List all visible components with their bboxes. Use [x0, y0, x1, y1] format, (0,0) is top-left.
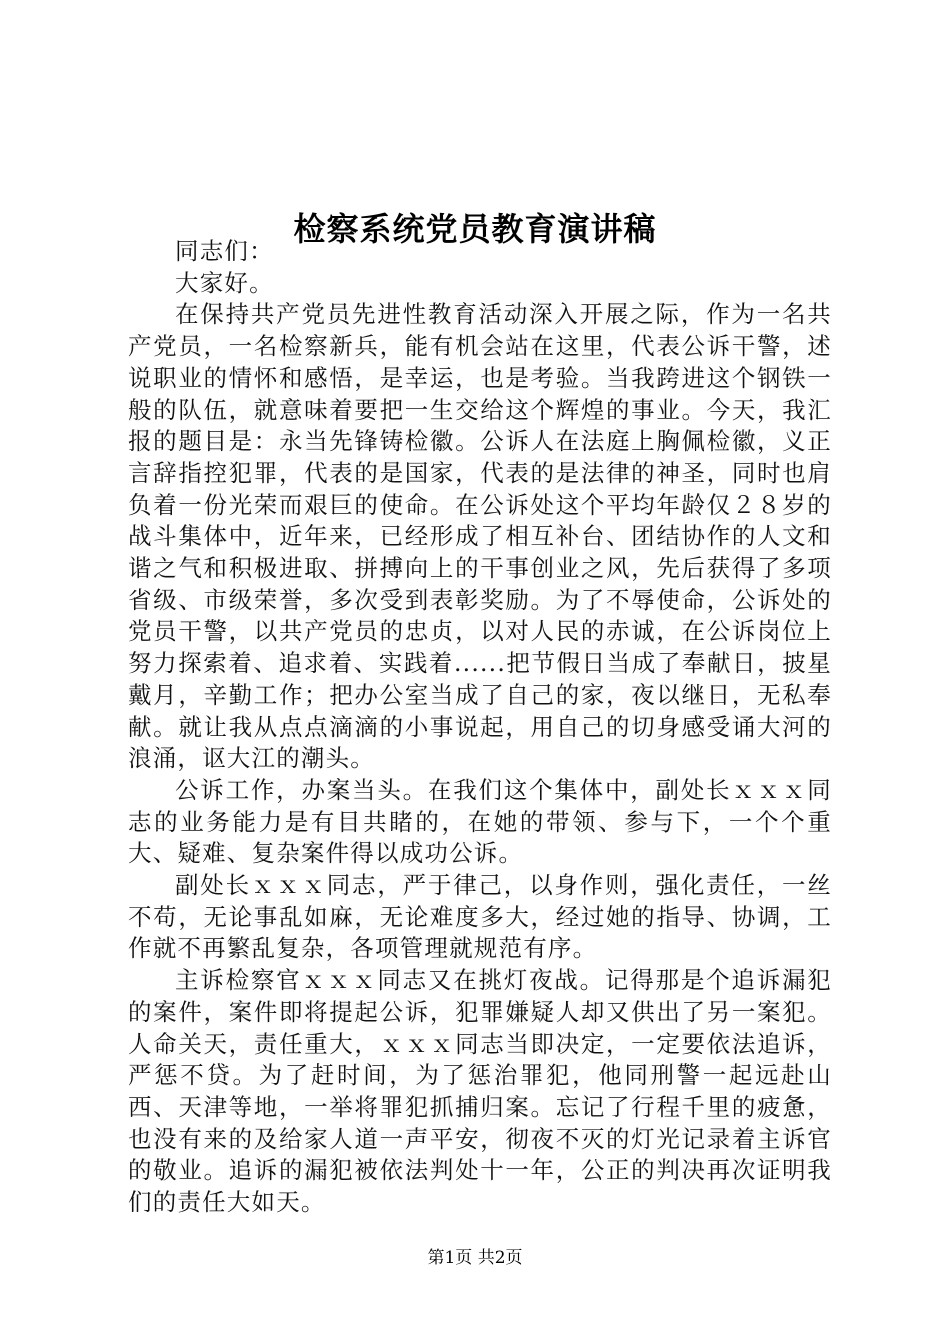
greeting: 大家好。 [175, 268, 274, 297]
salutation: 同志们： [175, 237, 274, 265]
body-paragraph: 公诉工作，办案当头。在我们这个集体中，副处长ｘｘｘ同志的业务能力是有目共睹的，在她的带领、参与下，一个个重大、疑难、复杂案件得以成功公诉。 [128, 775, 832, 868]
body-paragraph: 在保持共产党员先进性教育活动深入开展之际，作为一名共产党员，一名检察新兵，能有机会站在这里，代表公诉干警，述说职业的情怀和感悟，是幸运，也是考验。当我跨进这个钢铁一般的队伍，就意味着要把一生交给这个辉煌的事业。今天，我汇报的题目是：永当先锋铸检徽。公诉人在法庭上胸佩检徽，义正言辞指控犯罪，代表的是国家，代表的是法律的神圣，同时也肩负着一份光荣而艰巨的使命。在公诉处这个平均年龄仅２８岁的战斗集体中，近年来，已经形成了相互补台、团结协作的人文和谐之气和积极进取、拼搏向上的干事创业之风，先后获得了多项省级、市级荣誉，多次受到表彰奖励。为了不辱使命，公诉处的党员干警，以共产党员的忠贞，以对人民的赤诚，在公诉岗位上努力探索着、追求着、实践着......把节假日当成了奉献日，披星戴月，辛勤工作；把办公室当成了自己的家，夜以继日，无私奉献。就让我从点点滴滴的小事说起，用自己的切身感受诵大河的浪涌，讴大江的潮头。 [128, 300, 832, 773]
body-paragraph: 副处长ｘｘｘ同志，严于律己，以身作则，强化责任，一丝不苟，无论事乱如麻，无论难度多大，经过她的指导、协调，工作就不再繁乱复杂，各项管理就规范有序。 [128, 871, 832, 963]
page-footer: 第1页 共2页 [427, 1248, 523, 1268]
document-title: 检察系统党员教育演讲稿 [293, 210, 657, 249]
body-paragraph: 主诉检察官ｘｘｘ同志又在挑灯夜战。记得那是个追诉漏犯的案件，案件即将提起公诉，犯罪嫌疑人却又供出了另一案犯。人命关天，责任重大，ｘｘｘ同志当即决定，一定要依法追诉，严惩不贷。为了赶时间，为了惩治罪犯，他同刑警一起远赴山西、天津等地，一举将罪犯抓捕归案。忘记了行程千里的疲惫，也没有来的及给家人道一声平安，彻夜不灭的灯光记录着主诉官的敬业。追诉的漏犯被依法判处十一年，公正的判决再次证明我们的责任大如天。 [128, 966, 832, 1217]
document-body [128, 236, 832, 1219]
